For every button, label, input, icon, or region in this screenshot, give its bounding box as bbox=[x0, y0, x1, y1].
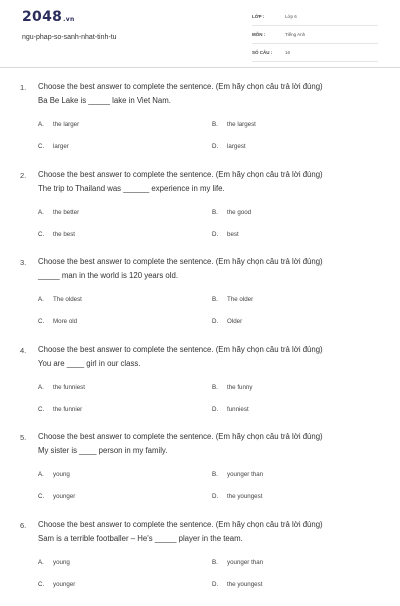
option-letter: C. bbox=[38, 231, 53, 238]
question-number: 6. bbox=[20, 521, 26, 530]
answer-option-a[interactable] bbox=[38, 559, 70, 566]
meta-value: Lớp 6 bbox=[285, 14, 297, 19]
option-letter: A. bbox=[38, 384, 53, 391]
question-prompt: Choose the best answer to complete the sentence. (Em hãy chọn câu trả lời đúng) bbox=[38, 170, 388, 179]
question-item bbox=[0, 169, 400, 257]
option-text: the larger bbox=[53, 121, 79, 128]
option-letter: D. bbox=[212, 143, 227, 150]
meta-value: 16 bbox=[285, 50, 290, 55]
option-text: the youngest bbox=[227, 581, 262, 588]
option-letter: B. bbox=[212, 471, 227, 478]
option-text: best bbox=[227, 231, 239, 238]
answer-option-c[interactable] bbox=[38, 493, 75, 500]
question-sentence: My sister is ____ person in my family. bbox=[38, 446, 388, 455]
option-letter: A. bbox=[38, 209, 53, 216]
answer-option-a[interactable] bbox=[38, 209, 79, 216]
worksheet-header bbox=[0, 0, 400, 70]
option-text: young bbox=[53, 559, 70, 566]
site-logo[interactable] bbox=[22, 9, 75, 25]
answer-option-b[interactable] bbox=[212, 209, 251, 216]
answer-option-c[interactable] bbox=[38, 581, 75, 588]
question-prompt: Choose the best answer to complete the sentence. (Em hãy chọn câu trả lời đúng) bbox=[38, 257, 388, 266]
option-text: younger bbox=[53, 581, 75, 588]
answer-option-d[interactable] bbox=[212, 231, 239, 238]
answer-option-d[interactable] bbox=[212, 318, 242, 325]
question-list bbox=[0, 81, 400, 606]
answer-option-d[interactable] bbox=[212, 493, 262, 500]
option-letter: C. bbox=[38, 581, 53, 588]
question-number: 1. bbox=[20, 83, 26, 92]
option-letter: D. bbox=[212, 581, 227, 588]
question-item bbox=[0, 344, 400, 432]
option-letter: A. bbox=[38, 121, 53, 128]
option-text: largest bbox=[227, 143, 246, 150]
question-item bbox=[0, 256, 400, 344]
option-letter: B. bbox=[212, 559, 227, 566]
option-letter: A. bbox=[38, 471, 53, 478]
answer-option-d[interactable] bbox=[212, 143, 246, 150]
option-letter: C. bbox=[38, 406, 53, 413]
option-letter: C. bbox=[38, 143, 53, 150]
meta-row-question-count bbox=[252, 48, 378, 62]
meta-label: SỐ CÂU : bbox=[252, 50, 272, 55]
header-divider bbox=[0, 67, 400, 68]
answer-option-a[interactable] bbox=[38, 471, 70, 478]
option-letter: D. bbox=[212, 406, 227, 413]
option-letter: B. bbox=[212, 384, 227, 391]
worksheet-slug: ngu-phap-so-sanh-nhat-tinh-tu bbox=[22, 34, 117, 41]
answer-option-c[interactable] bbox=[38, 231, 75, 238]
option-text: the funniest bbox=[53, 384, 85, 391]
option-text: The older bbox=[227, 296, 253, 303]
question-item bbox=[0, 519, 400, 606]
meta-row-subject bbox=[252, 30, 378, 44]
question-sentence: Sam is a terrible footballer – He's _____ player in the team. bbox=[38, 534, 388, 543]
option-text: the youngest bbox=[227, 493, 262, 500]
question-item bbox=[0, 431, 400, 519]
option-letter: B. bbox=[212, 121, 227, 128]
option-text: the funny bbox=[227, 384, 252, 391]
question-number: 3. bbox=[20, 258, 26, 267]
meta-row-grade bbox=[252, 12, 378, 26]
question-number: 4. bbox=[20, 346, 26, 355]
question-sentence: You are ____ girl in our class. bbox=[38, 359, 388, 368]
answer-option-b[interactable] bbox=[212, 384, 252, 391]
logo-text: 2048 bbox=[22, 9, 62, 25]
option-text: young bbox=[53, 471, 70, 478]
option-text: the good bbox=[227, 209, 251, 216]
question-prompt: Choose the best answer to complete the sentence. (Em hãy chọn câu trả lời đúng) bbox=[38, 82, 388, 91]
option-text: the best bbox=[53, 231, 75, 238]
option-text: the better bbox=[53, 209, 79, 216]
option-text: younger bbox=[53, 493, 75, 500]
meta-panel bbox=[252, 12, 378, 66]
option-letter: A. bbox=[38, 559, 53, 566]
option-letter: B. bbox=[212, 296, 227, 303]
question-sentence: The trip to Thailand was ______ experience in my life. bbox=[38, 184, 388, 193]
question-prompt: Choose the best answer to complete the sentence. (Em hãy chọn câu trả lời đúng) bbox=[38, 432, 388, 441]
answer-option-b[interactable] bbox=[212, 296, 253, 303]
option-letter: D. bbox=[212, 318, 227, 325]
question-sentence: Ba Be Lake is _____ lake in Viet Nam. bbox=[38, 96, 388, 105]
option-text: younger than bbox=[227, 559, 263, 566]
option-text: The oldest bbox=[53, 296, 82, 303]
answer-option-b[interactable] bbox=[212, 471, 263, 478]
logo-suffix: .vn bbox=[63, 16, 74, 23]
answer-option-c[interactable] bbox=[38, 318, 77, 325]
answer-option-b[interactable] bbox=[212, 121, 256, 128]
question-prompt: Choose the best answer to complete the sentence. (Em hãy chọn câu trả lời đúng) bbox=[38, 345, 388, 354]
option-text: the largest bbox=[227, 121, 256, 128]
answer-option-a[interactable] bbox=[38, 296, 82, 303]
question-prompt: Choose the best answer to complete the sentence. (Em hãy chọn câu trả lời đúng) bbox=[38, 520, 388, 529]
answer-option-d[interactable] bbox=[212, 406, 249, 413]
option-letter: A. bbox=[38, 296, 53, 303]
answer-option-a[interactable] bbox=[38, 121, 79, 128]
option-letter: B. bbox=[212, 209, 227, 216]
option-text: funniest bbox=[227, 406, 249, 413]
answer-option-b[interactable] bbox=[212, 559, 263, 566]
option-letter: C. bbox=[38, 318, 53, 325]
answer-option-a[interactable] bbox=[38, 384, 85, 391]
option-text: younger than bbox=[227, 471, 263, 478]
answer-option-d[interactable] bbox=[212, 581, 262, 588]
question-number: 2. bbox=[20, 171, 26, 180]
option-letter: C. bbox=[38, 493, 53, 500]
option-text: Older bbox=[227, 318, 242, 325]
question-sentence: _____ man in the world is 120 years old. bbox=[38, 271, 388, 280]
option-text: larger bbox=[53, 143, 69, 150]
question-number: 5. bbox=[20, 433, 26, 442]
option-text: More old bbox=[53, 318, 77, 325]
option-letter: D. bbox=[212, 493, 227, 500]
option-text: the funnier bbox=[53, 406, 82, 413]
meta-value: Tiếng Anh bbox=[285, 32, 305, 37]
question-item bbox=[0, 81, 400, 169]
meta-label: MÔN : bbox=[252, 32, 265, 37]
answer-option-c[interactable] bbox=[38, 406, 82, 413]
answer-option-c[interactable] bbox=[38, 143, 69, 150]
meta-label: LỚP : bbox=[252, 14, 264, 19]
option-letter: D. bbox=[212, 231, 227, 238]
